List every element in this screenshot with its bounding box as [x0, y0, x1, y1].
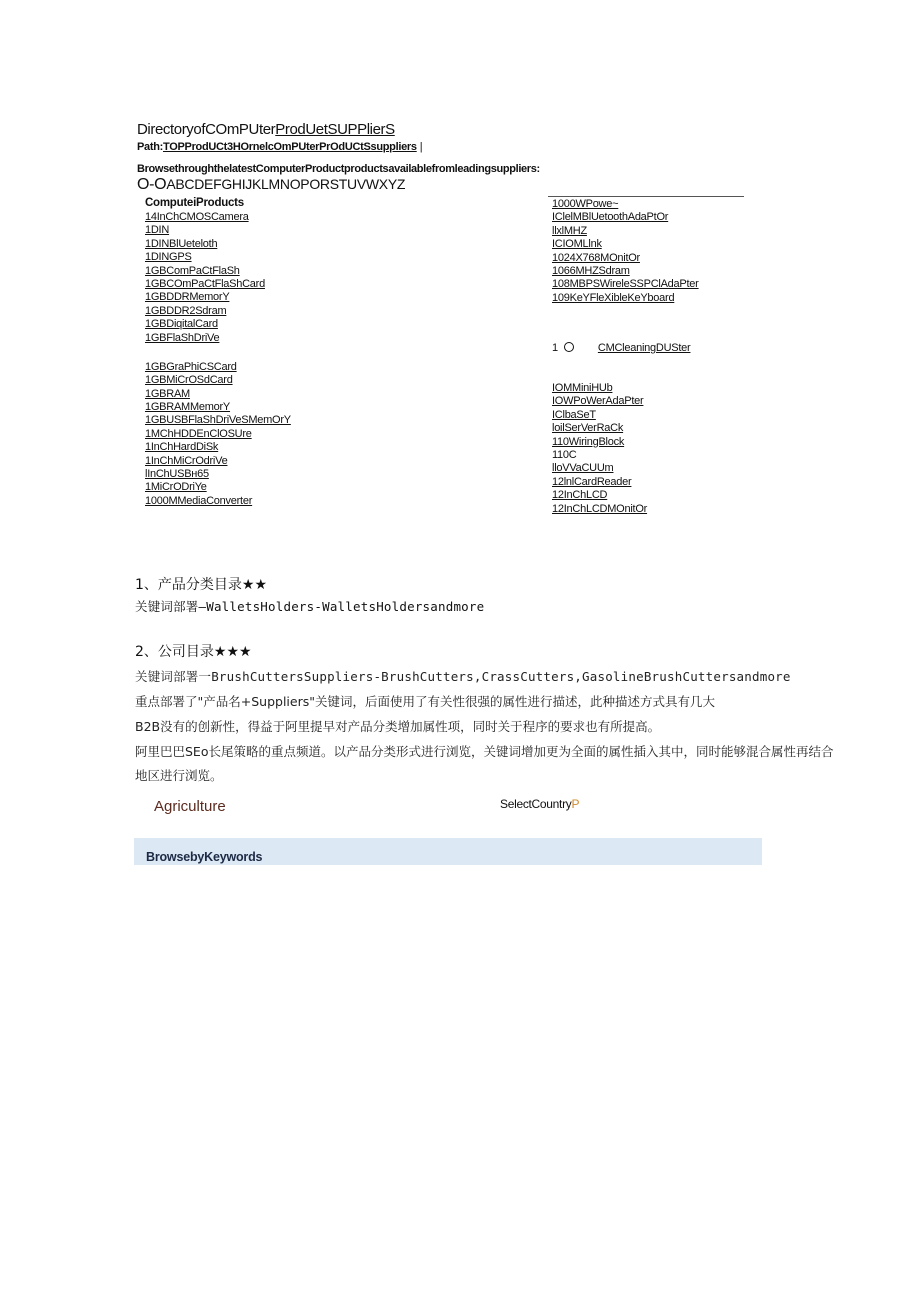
- list-item[interactable]: llxlMHZ: [552, 224, 587, 237]
- list-item[interactable]: 1GBCOmPaCtFlaShCard: [145, 277, 265, 290]
- list-item: 110C: [552, 448, 577, 461]
- select-country-label[interactable]: SelectCountry: [500, 797, 572, 811]
- list-item[interactable]: loilSerVerRaCk: [552, 422, 624, 435]
- list-item[interactable]: 1MiCrODriYe: [145, 481, 207, 494]
- list-item[interactable]: IClelMBlUetoothAdaPtOr: [552, 211, 669, 224]
- list-item[interactable]: 1GBGraPhiCSCard: [145, 360, 237, 373]
- list-item[interactable]: 1GBMiCrOSdCard: [145, 374, 233, 387]
- list-item[interactable]: ICIOMLlnk: [552, 238, 602, 251]
- select-country[interactable]: [500, 797, 579, 811]
- list-item[interactable]: 12InChLCD: [552, 489, 608, 502]
- list-item[interactable]: lInChUSBн65: [145, 468, 209, 481]
- list-item[interactable]: 109KeYFleXibleKeYboard: [552, 291, 675, 304]
- browse-intro: BrowsethroughthelatestComputerProductproductsavailablefromleadingsuppliers:: [137, 163, 540, 175]
- list-item[interactable]: 1MChHDDEnClOSUre: [145, 427, 252, 440]
- section-2-paragraph-1: 关键词部署一BrushCuttersSuppliers-BrushCutters,CrassCutters,GasolineBrushCuttersandmore: [135, 669, 791, 684]
- list-item[interactable]: 110WiringBlock: [552, 435, 625, 448]
- list-item[interactable]: 1066MHZSdram: [552, 264, 630, 277]
- list-item[interactable]: 1GBComPaCtFlaSh: [145, 264, 240, 277]
- left-group-2: [145, 361, 291, 508]
- list-item[interactable]: 1GBDiqitalCard: [145, 318, 218, 331]
- section-2-paragraph-4: 阿里巴巴SEo长尾策略的重点频道。以产品分类形式进行浏览，关键词增加更为全面的属性插入其中，同时能够混合属性再结合: [135, 744, 834, 759]
- page-title: [137, 121, 395, 138]
- divider: [548, 196, 744, 197]
- alphabet-nav: [137, 176, 405, 194]
- alphabet-letters[interactable]: ABCDEFGHIJKLMNOPORSTUVWXYZ: [166, 176, 406, 192]
- list-item[interactable]: 14InChCMOSCamera: [145, 211, 249, 223]
- section-1-heading: 1、产品分类目录★★: [135, 577, 268, 593]
- section-1-text: 关键词部署—WalletsHolders-WalletsHoldersandmore: [135, 599, 485, 614]
- path-separator: |: [419, 141, 423, 153]
- browse-keywords-label: BrowsebyKeywords: [146, 850, 263, 864]
- list-heading: ComputeiProducts: [145, 197, 244, 209]
- section-1-line: [135, 597, 484, 615]
- alphabet-prefix[interactable]: O-O: [137, 176, 167, 193]
- list-item[interactable]: 12lnlCardReader: [552, 475, 632, 488]
- list-item[interactable]: 1InChHardDiSk: [145, 441, 219, 454]
- list-item[interactable]: 1GBRAMMemorY: [145, 401, 231, 414]
- title-link[interactable]: ProdUetSUPPlierS: [275, 121, 395, 138]
- cm-row: [552, 342, 690, 354]
- breadcrumb: [137, 141, 422, 153]
- section-2-paragraph-5: 地区进行浏览。: [135, 768, 223, 783]
- section-2-heading: 2、公司目录★★★: [135, 644, 252, 660]
- list-item[interactable]: 1GBUSBFlaShDriVeSMemOrY: [145, 414, 291, 427]
- list-item[interactable]: 1024X768MOnitOr: [552, 251, 640, 264]
- list-item[interactable]: 1InChMiCrOdriVe: [145, 454, 228, 467]
- list-item[interactable]: IOWPoWerAdaPter: [552, 395, 644, 408]
- list-item[interactable]: 1GBDDR2Sdram: [145, 304, 227, 317]
- list-gap: [145, 345, 291, 361]
- left-product-list: [145, 197, 291, 508]
- section-2-paragraph-2: 重点部署了"产品名+Suppliers"关键词，后面使用了有关性很强的属性进行描述，此种描述方式具有几大: [135, 694, 715, 709]
- list-item[interactable]: 1GBDDRMemorY: [145, 291, 230, 304]
- select-country-suffix: P: [571, 797, 580, 811]
- list-item[interactable]: 12InChLCDMOnitOr: [552, 502, 648, 515]
- list-item[interactable]: IOMMiniHUb: [552, 382, 613, 394]
- title-prefix: DirectoryofCOmPUter: [137, 121, 276, 138]
- list-item[interactable]: 108MBPSWireleSSPClAdaPter: [552, 278, 699, 291]
- section-2-paragraph-3: B2B没有的创新性，得益于阿里提早对产品分类增加属性项，同时关于程序的要求也有所提高。: [135, 719, 661, 734]
- circle-icon: [564, 342, 574, 352]
- right-group-2: [552, 382, 647, 516]
- list-item[interactable]: 1000WPowe~: [552, 198, 619, 210]
- path-link[interactable]: TOPProdUCt3HOrnelcOmPUterPrOdUCtSsuppliers: [163, 141, 417, 153]
- list-item[interactable]: 1DIN: [145, 224, 170, 237]
- cm-link[interactable]: CMCleaningDUSter: [597, 342, 691, 354]
- browse-keywords-bar: [134, 838, 762, 865]
- right-group-1: [552, 198, 699, 305]
- list-item[interactable]: 1GBFlaShDriVe: [145, 331, 220, 344]
- list-item[interactable]: IClbaSeT: [552, 408, 596, 421]
- cm-prefix: 1: [552, 342, 558, 354]
- path-label: Path:: [137, 141, 164, 153]
- list-item[interactable]: 1000MMediaConverter: [145, 494, 253, 507]
- list-item[interactable]: lloVVaCUUm: [552, 462, 614, 475]
- agriculture-heading: Agriculture: [154, 798, 226, 815]
- list-item[interactable]: 1DINGPS: [145, 251, 192, 264]
- left-group-1: [145, 211, 291, 345]
- list-item[interactable]: 1DINBlUeteloth: [145, 237, 218, 250]
- list-item[interactable]: 1GBRAM: [145, 387, 190, 400]
